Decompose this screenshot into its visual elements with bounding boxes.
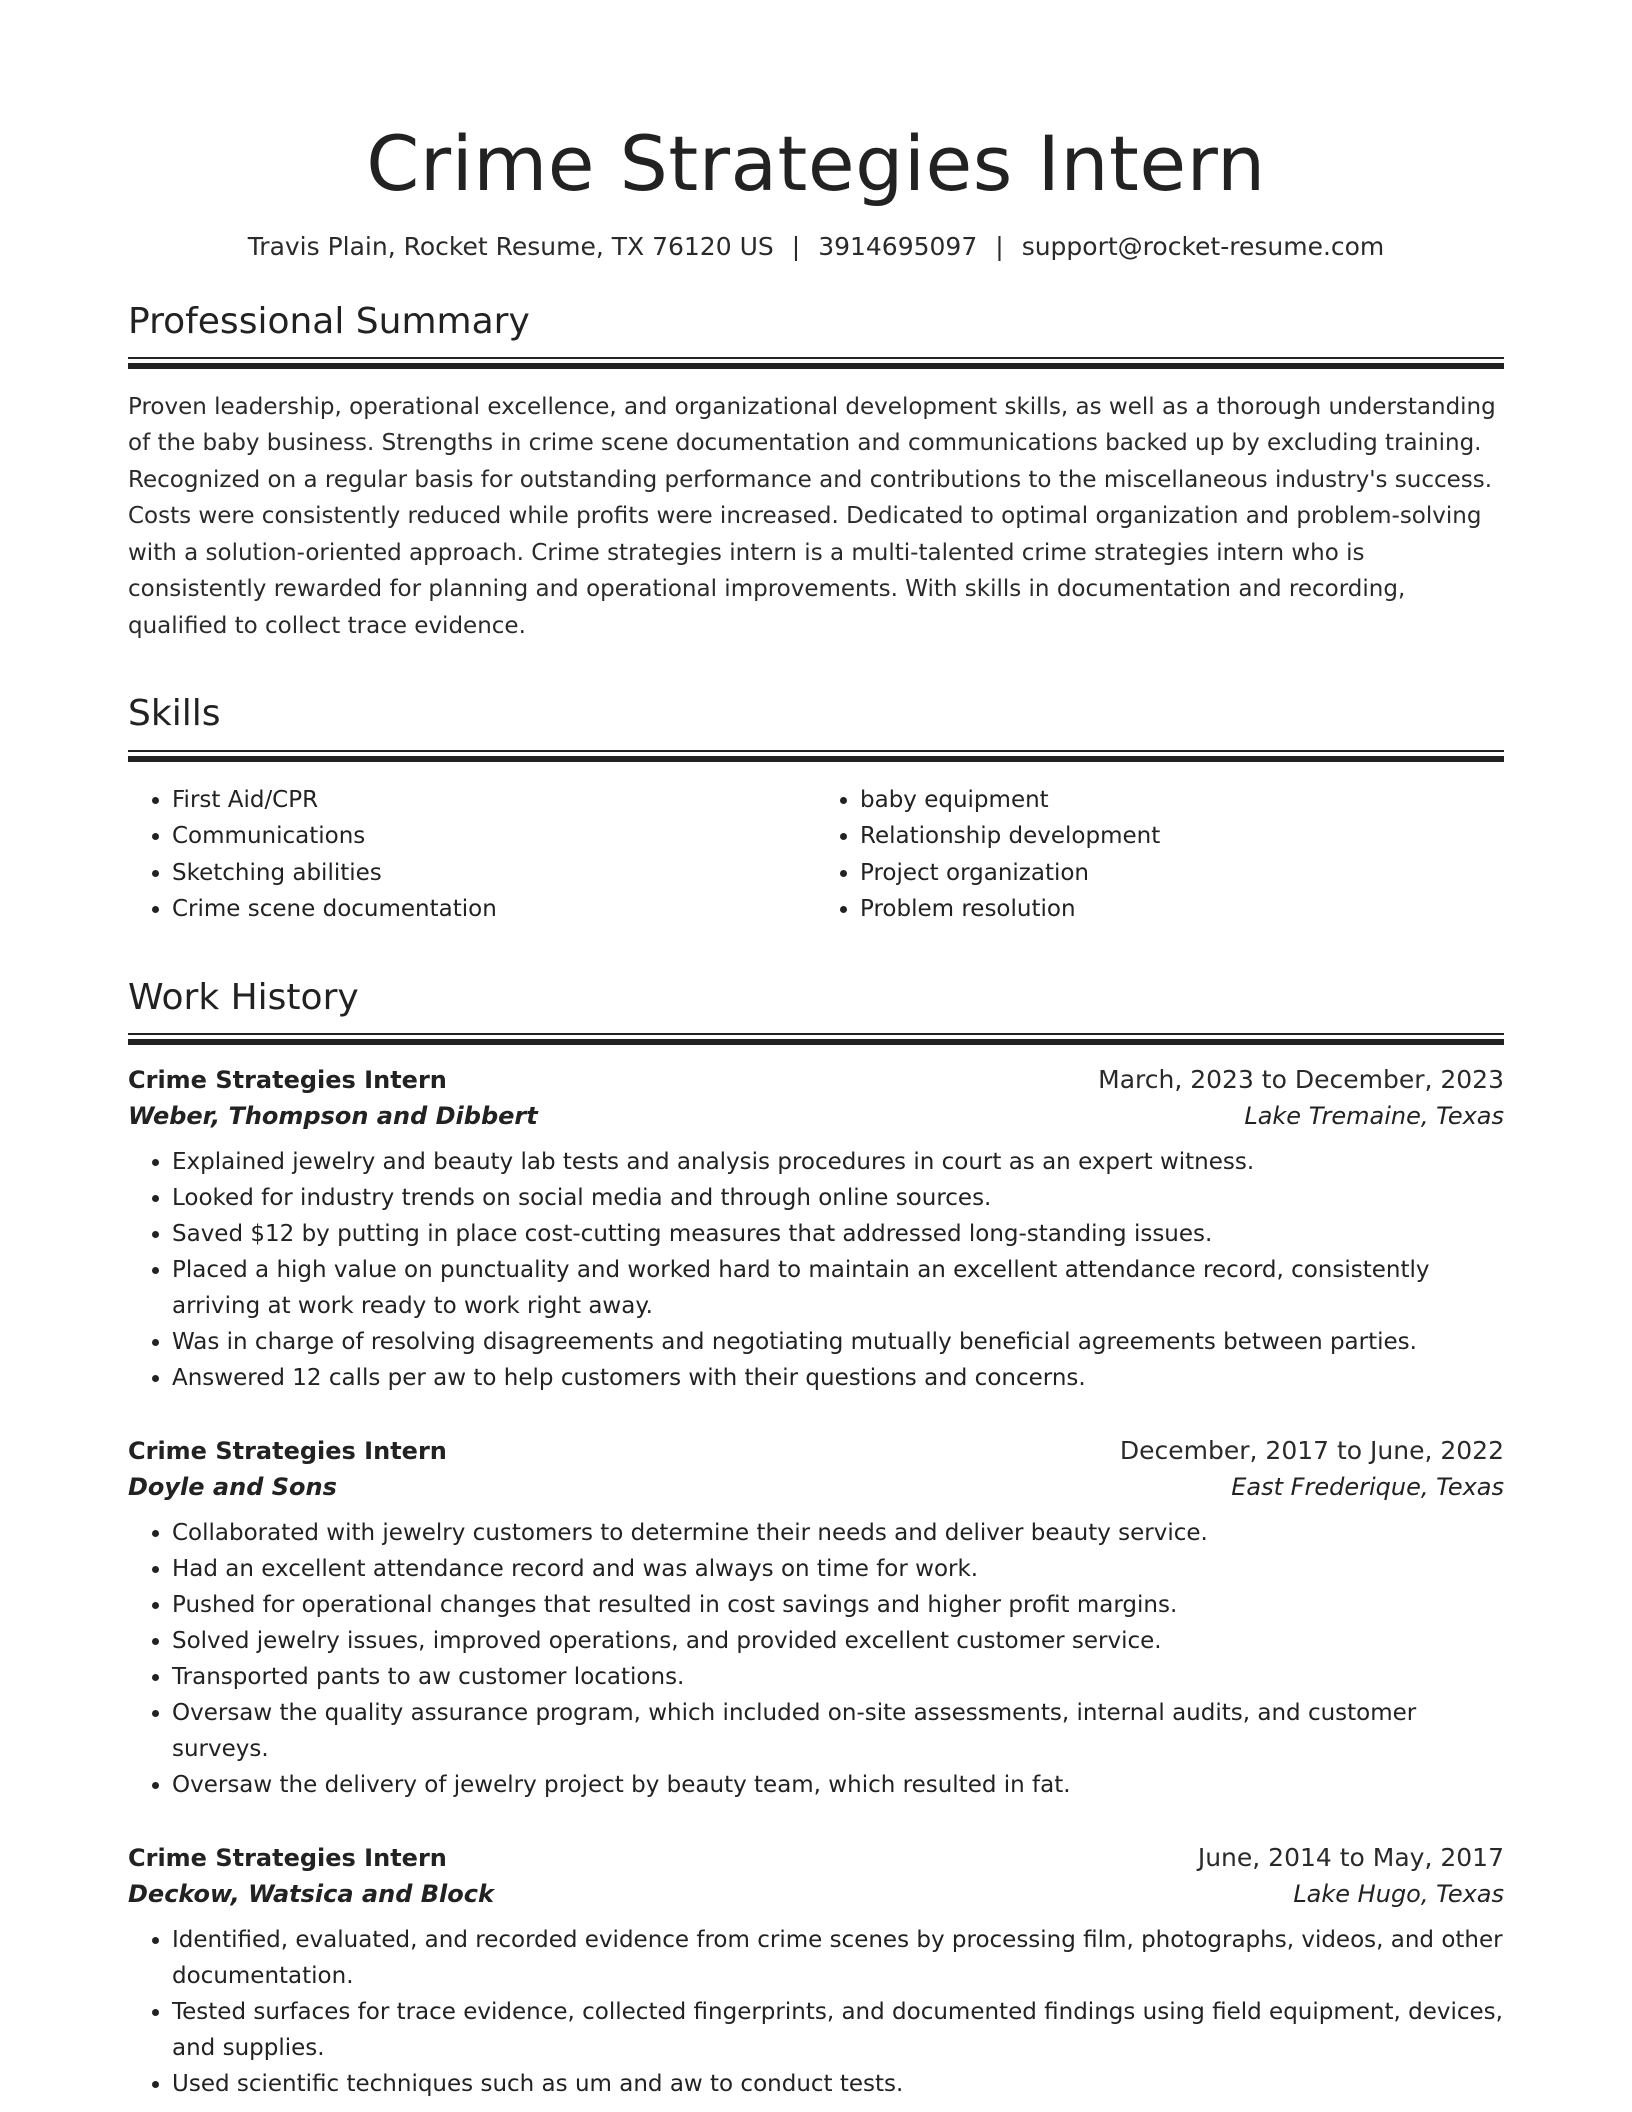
skill-item: • Relationship development	[860, 818, 1504, 855]
job-entry	[128, 1065, 1504, 1396]
job-bullet: • Pushed for operational changes that resulted in cost savings and higher profit margins.	[172, 1587, 1504, 1623]
job-subheader	[128, 1880, 1504, 1908]
summary-section	[128, 300, 1504, 645]
job-subheader	[128, 1102, 1504, 1130]
job-dates: December, 2017 to June, 2022	[1119, 1435, 1504, 1465]
job-bullet: • Placed a high value on punctuality and worked hard to maintain an excellent attendance record, consistently arriving at work ready to work right away.	[172, 1252, 1504, 1324]
job-bullet: • Identified, evaluated, and recorded evidence from crime scenes by processing film, photographs, videos, and other documentation.	[172, 1922, 1504, 1994]
job-bullet: • Looked for industry trends on social media and through online sources.	[172, 1180, 1504, 1216]
contact-email[interactable]: support@rocket-resume.com	[1021, 232, 1385, 262]
skill-item: • Problem resolution	[860, 891, 1504, 928]
job-header	[128, 1843, 1504, 1872]
job-dates: June, 2014 to May, 2017	[1197, 1842, 1504, 1872]
section-rule-thick	[128, 363, 1504, 369]
section-rule-thick	[128, 756, 1504, 762]
job-bullets	[128, 1515, 1504, 1803]
job-bullet: • Collaborated with jewelry customers to determine their needs and deliver beauty service.	[172, 1515, 1504, 1551]
section-rule-thin	[128, 750, 1504, 752]
contact-address: Travis Plain, Rocket Resume, TX 76120 US	[247, 232, 774, 262]
job-bullet: • Saved $12 by putting in place cost-cutting measures that addressed long-standing issues.	[172, 1216, 1504, 1252]
job-bullets	[128, 1144, 1504, 1396]
contact-separator: |	[995, 232, 1004, 262]
job-location: Lake Tremaine, Texas	[1244, 1101, 1504, 1130]
skill-item: • baby equipment	[860, 782, 1504, 819]
job-subheader	[128, 1473, 1504, 1501]
job-company: Doyle and Sons	[128, 1472, 337, 1501]
skill-item: • Crime scene documentation	[172, 891, 816, 928]
section-title-skills: Skills	[128, 693, 221, 735]
contact-separator: |	[791, 232, 801, 262]
skill-item: • First Aid/CPR	[172, 782, 816, 819]
job-bullet: • Was in charge of resolving disagreements and negotiating mutually beneficial agreements between parties.	[172, 1324, 1504, 1360]
job-bullet: • Used scientific techniques such as um and aw to conduct tests.	[172, 2066, 1504, 2102]
job-title: Crime Strategies Intern	[128, 1065, 447, 1094]
job-bullet: • Solved jewelry issues, improved operations, and provided excellent customer service.	[172, 1623, 1504, 1659]
section-rule-thin	[128, 1033, 1504, 1035]
job-bullet: • Oversaw the delivery of jewelry project by beauty team, which resulted in fat.	[172, 1767, 1504, 1803]
job-title: Crime Strategies Intern	[128, 1843, 447, 1872]
job-location: East Frederique, Texas	[1231, 1472, 1504, 1501]
job-title: Crime Strategies Intern	[128, 1436, 447, 1465]
section-title-summary: Professional Summary	[128, 300, 530, 342]
skills-list-left	[128, 782, 816, 928]
job-header	[128, 1065, 1504, 1094]
skill-item: • Project organization	[860, 855, 1504, 892]
work-history-section	[128, 976, 1504, 2102]
skills-section	[128, 692, 1504, 927]
job-company: Deckow, Watsica and Block	[128, 1879, 494, 1908]
skills-list-right	[816, 782, 1504, 928]
job-bullet: • Explained jewelry and beauty lab tests and analysis procedures in court as an expert witness.	[172, 1144, 1504, 1180]
job-company: Weber, Thompson and Dibbert	[128, 1101, 538, 1130]
section-rule-thick	[128, 1039, 1504, 1045]
skill-item: • Communications	[172, 818, 816, 855]
job-header	[128, 1436, 1504, 1465]
job-bullet: • Oversaw the quality assurance program, which included on-site assessments, internal audits, and customer surveys.	[172, 1695, 1504, 1767]
contact-line	[128, 231, 1504, 264]
resume-title: Crime Strategies Intern	[366, 119, 1266, 208]
summary-text: Proven leadership, operational excellence, and organizational development skills, as well as a thorough understanding of the baby business. Strengths in crime scene documentation and communications backed up by excluding training. Recognized on a regular basis for outstanding performance and contributions to the miscellaneous industry's success. Costs were consistently reduced while profits were increased. Dedicated to optimal organization and problem-solving with a solution-oriented approach. Crime strategies intern is a multi-talented crime strategies intern who is consistently rewarded for planning and operational improvements. With skills in documentation and recording, qualified to collect trace evidence.	[128, 393, 1496, 639]
skills-grid	[128, 782, 1504, 928]
job-bullet: • Transported pants to aw customer locations.	[172, 1659, 1504, 1695]
job-dates: March, 2023 to December, 2023	[1098, 1064, 1504, 1094]
skill-item: • Sketching abilities	[172, 855, 816, 892]
job-location: Lake Hugo, Texas	[1293, 1879, 1504, 1908]
job-bullets	[128, 1922, 1504, 2102]
job-bullet: • Answered 12 calls per aw to help customers with their questions and concerns.	[172, 1360, 1504, 1396]
job-bullet: • Tested surfaces for trace evidence, collected fingerprints, and documented findings using field equipment, devices, and supplies.	[172, 1994, 1504, 2066]
job-entry	[128, 1843, 1504, 2102]
section-title-work-history: Work History	[128, 976, 359, 1018]
contact-phone: 3914695097	[818, 232, 978, 262]
section-rule-thin	[128, 357, 1504, 359]
job-bullet: • Had an excellent attendance record and was always on time for work.	[172, 1551, 1504, 1587]
job-entry	[128, 1436, 1504, 1803]
